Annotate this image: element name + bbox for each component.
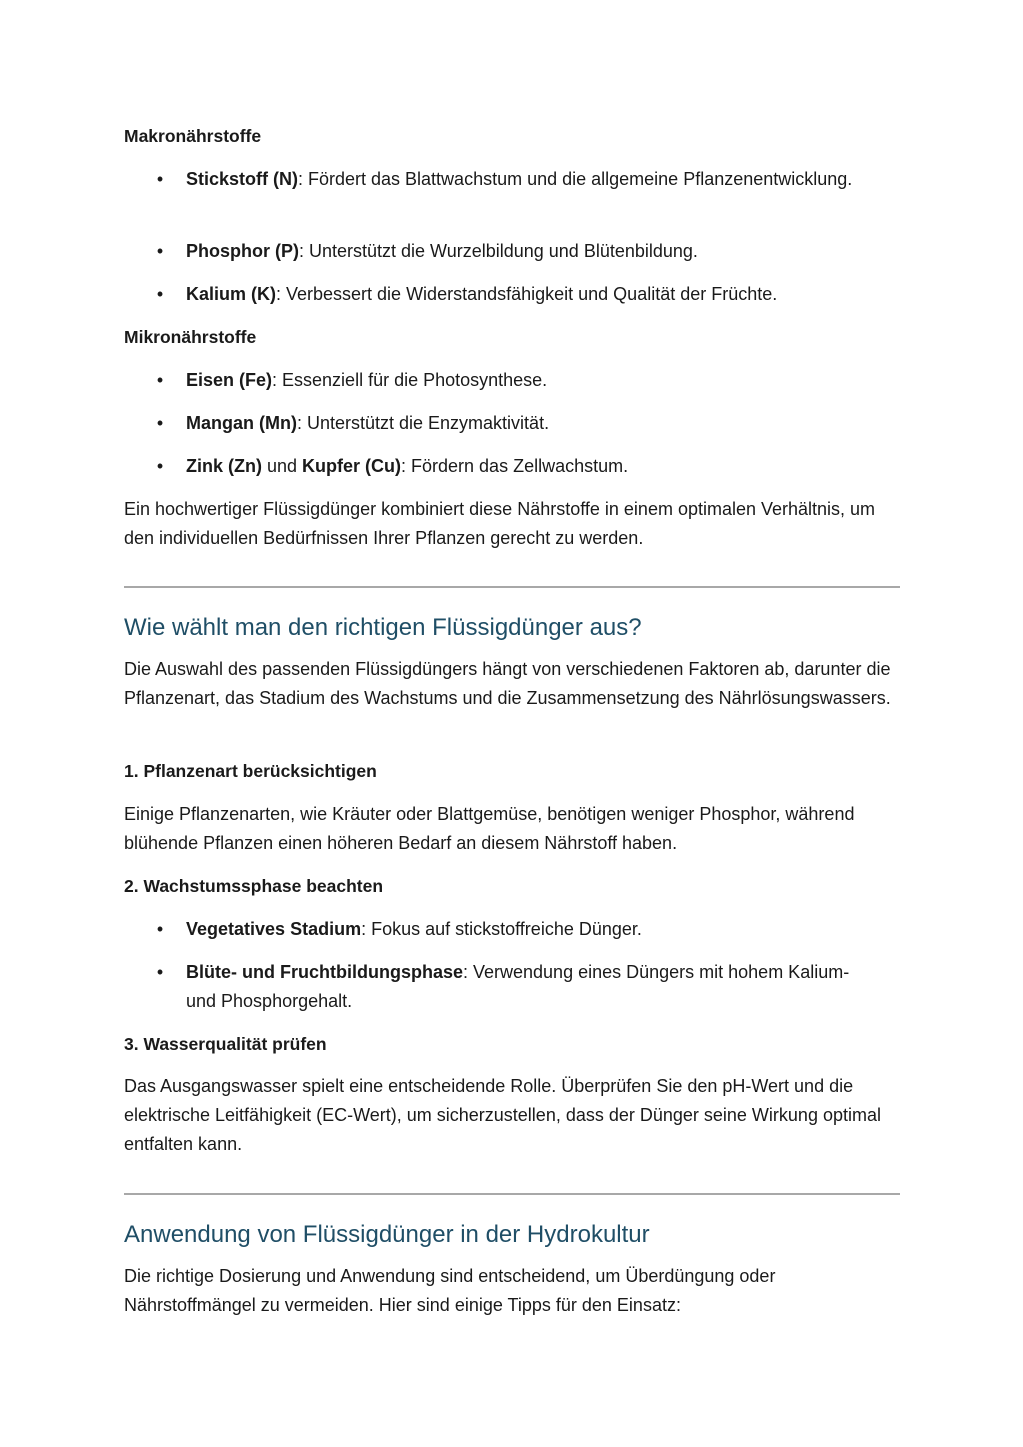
step-heading: 1. Pflanzenart berücksichtigen <box>124 761 377 781</box>
section-divider <box>124 1193 900 1195</box>
nutrient-name: Zink (Zn) <box>186 456 262 476</box>
section-title: Wie wählt man den richtigen Flüssigdünger aus? <box>124 614 642 641</box>
nutrient-description: : Fördert das Blattwachstum und die allgemeine Pflanzenentwicklung. <box>298 169 853 189</box>
makro-heading: Makronährstoffe <box>124 126 262 146</box>
phase-name: Vegetatives Stadium <box>186 919 362 939</box>
summary-paragraph: Ein hochwertiger Flüssigdünger kombiniert diese Nährstoffe in einem optimalen Verhältnis, um den individuellen Bedürfnissen Ihrer Pflanzen gerecht zu werden. <box>124 499 876 548</box>
nutrient-description: : Unterstützt die Enzymaktivität. <box>296 413 550 433</box>
nutrient-description: : Essenziell für die Photosynthese. <box>272 370 548 390</box>
nutrient-name: Kalium (K) <box>186 284 276 304</box>
nutrient-name: Stickstoff (N) <box>186 169 298 189</box>
bullet-icon: • <box>156 284 164 304</box>
bullet-icon: • <box>156 413 164 433</box>
nutrient-description: : Fördern das Zellwachstum. <box>401 456 629 476</box>
section-intro: Die richtige Dosierung und Anwendung sind entscheidend, um Überdüngung oder Nährstoffmängel zu vermeiden. Hier sind einige Tipps für den Einsatz: <box>124 1266 776 1315</box>
section-intro: Die Auswahl des passenden Flüssigdüngers hängt von verschiedenen Faktoren ab, darunter die Pflanzenart, das Stadium des Wachstums und die Zusammensetzung des Nährlösungswassers. <box>124 659 891 708</box>
bullet-icon: • <box>156 456 164 476</box>
section-title: Anwendung von Flüssigdünger in der Hydrokultur <box>124 1221 650 1248</box>
section-divider <box>124 586 900 588</box>
bullet-icon: • <box>156 962 164 982</box>
phase-description: : Verwendung eines Düngers mit hohem Kalium- und Phosphorgehalt. <box>186 962 850 1011</box>
bullet-icon: • <box>156 169 164 189</box>
step-heading: 3. Wasserqualität prüfen <box>124 1034 327 1054</box>
nutrient-description: : Verbessert die Widerstandsfähigkeit und Qualität der Früchte. <box>276 284 778 304</box>
nutrient-name: Mangan (Mn) <box>186 413 297 433</box>
nutrient-name: Eisen (Fe) <box>186 370 273 390</box>
step-text: Einige Pflanzenarten, wie Kräuter oder Blattgemüse, benötigen weniger Phosphor, während blühende Pflanzen einen höheren Bedarf an diesem Nährstoff haben. <box>124 804 855 853</box>
phase-description: : Fokus auf stickstoffreiche Dünger. <box>361 919 642 939</box>
mikro-heading: Mikronährstoffe <box>124 327 257 347</box>
bullet-icon: • <box>156 919 164 939</box>
step-heading: 2. Wachstumssphase beachten <box>124 876 384 896</box>
bullet-icon: • <box>156 241 164 261</box>
step-text: Das Ausgangswasser spielt eine entscheidende Rolle. Überprüfen Sie den pH-Wert und die elektrische Leitfähigkeit (EC-Wert), um sicherzustellen, dass der Dünger seine Wirkung optimal entfalten kann. <box>124 1076 881 1154</box>
nutrient-description: : Unterstützt die Wurzelbildung und Blütenbildung. <box>299 241 698 261</box>
nutrient-connector: und <box>261 456 303 476</box>
nutrient-name: Kupfer (Cu) <box>302 456 402 476</box>
phase-name: Blüte- und Fruchtbildungsphase <box>186 962 463 982</box>
nutrient-name: Phosphor (P) <box>186 241 299 261</box>
bullet-icon: • <box>156 370 164 390</box>
